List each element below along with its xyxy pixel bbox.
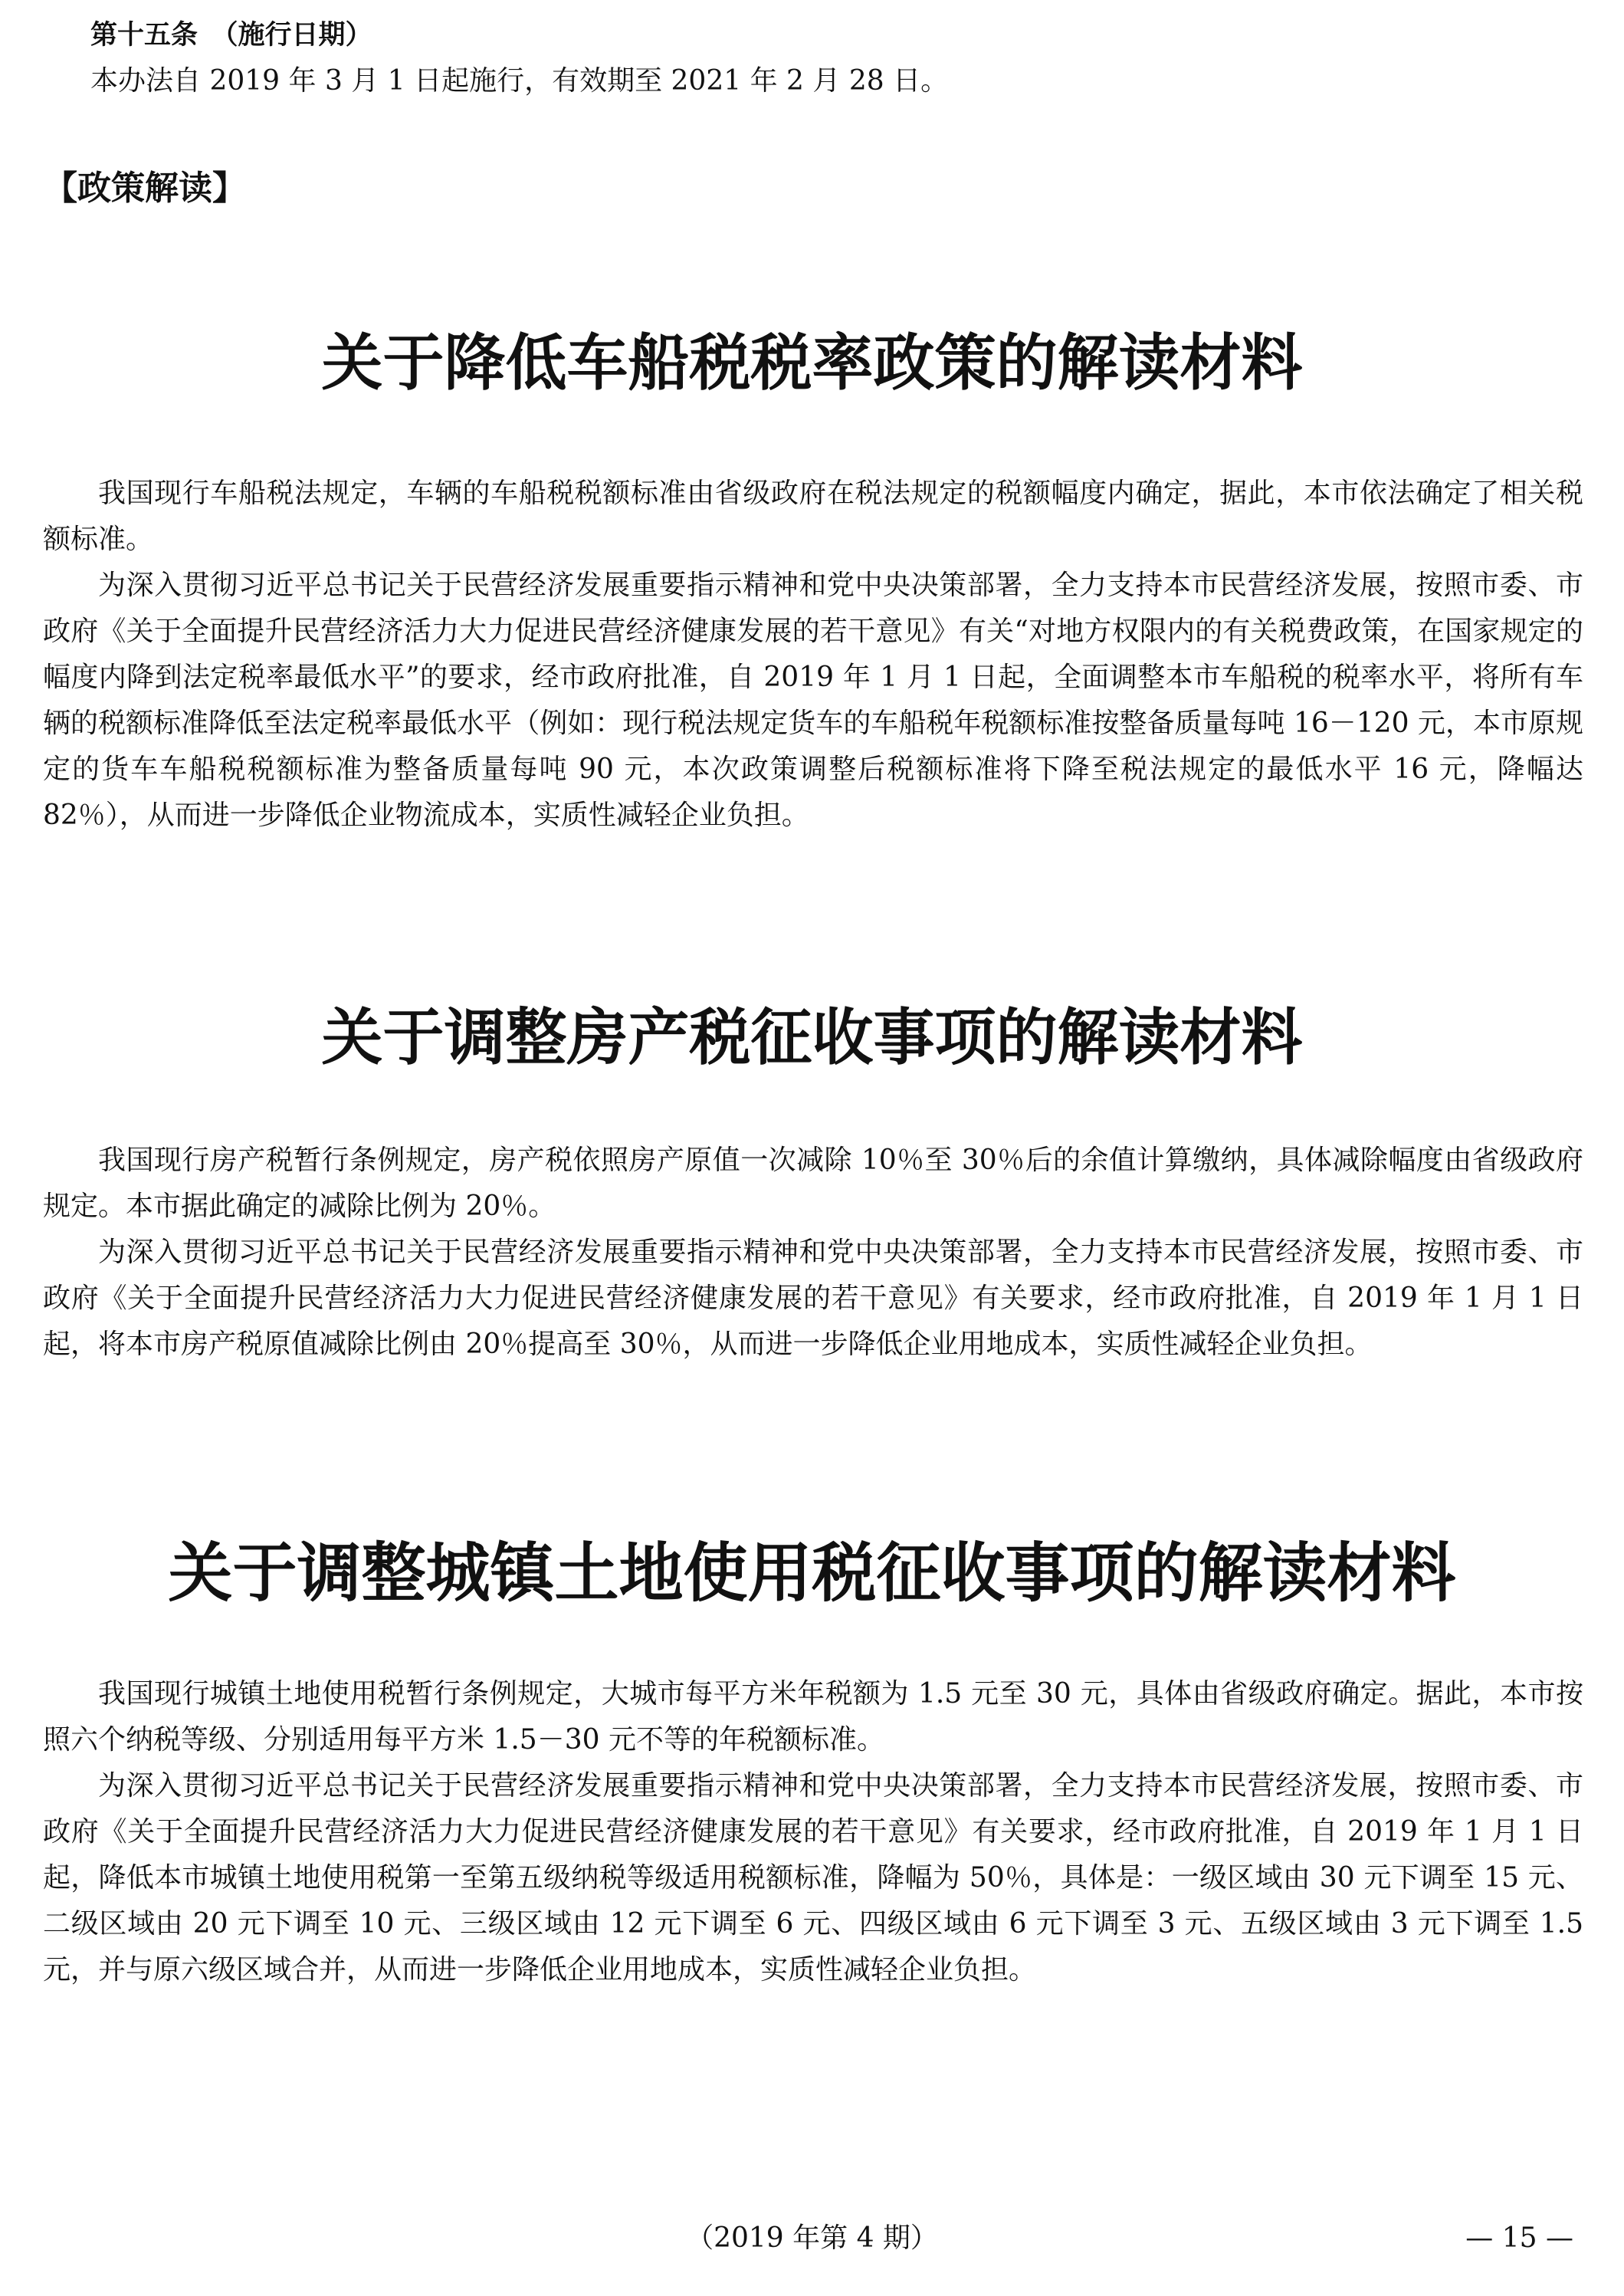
section-tag: 【政策解读】 <box>44 169 246 208</box>
section-body <box>43 1671 1583 1993</box>
paragraph: 我国现行房产税暂行条例规定，房产税依照房产原值一次减除 10％至 30％后的余值计算缴纳，具体减除幅度由省级政府规定。本市据此确定的减除比例为 20％。 <box>43 1145 1583 1222</box>
section-heading: 关于降低车船税税率政策的解读材料 <box>321 327 1303 399</box>
paragraph: 为深入贯彻习近平总书记关于民营经济发展重要指示精神和党中央决策部署，全力支持本市民营经济发展，按照市委、市政府《关于全面提升民营经济活力大力促进民营经济健康发展的若干意见》有关要求，经市政府批准，自 2019 年 1 月 1 日起，降低本市城镇土地使用税第一至第五级纳税等级适用税额标准，降幅为 50％，具体是：一级区域由 30 元下调至 15 元、二级区域由 20 元下调至 10 元、三级区域由 12 元下调至 6 元、四级区域由 6 元下调至 3 元、五级区域由 3 元下调至 1.5 元，并与原六级区域合并，从而进一步降低企业用地成本，实质性减轻企业负担。 <box>43 1770 1583 1986</box>
paragraph: 我国现行城镇土地使用税暂行条例规定，大城市每平方米年税额为 1.5 元至 30 元，具体由省级政府确定。据此，本市按照六个纳税等级、分别适用每平方米 1.5－30 元不等的年税额标准。 <box>43 1678 1583 1756</box>
article-title: 第十五条 （施行日期） <box>90 20 372 51</box>
section-heading: 关于调整城镇土地使用税征收事项的解读材料 <box>168 1536 1456 1611</box>
page-number: — 15 — <box>1465 2222 1573 2254</box>
paragraph: 为深入贯彻习近平总书记关于民营经济发展重要指示精神和党中央决策部署，全力支持本市民营经济发展，按照市委、市政府《关于全面提升民营经济活力大力促进民营经济健康发展的若干意见》有关“对地方权限内的有关税费政策，在国家规定的幅度内降到法定税率最低水平”的要求，经市政府批准，自 2019 年 1 月 1 日起，全面调整本市车船税的税率水平，将所有车辆的税额标准降低至法定税率最低水平（例如：现行税法规定货车的车船税年税额标准按整备质量每吨 16－120 元，本市原规定的货车车船税税额标准为整备质量每吨 90 元，本次政策调整后税额标准将下降至税法规定的最低水平 16 元，降幅达 82％），从而进一步降低企业物流成本，实质性减轻企业负担。 <box>43 570 1583 831</box>
section-heading: 关于调整房产税征收事项的解读材料 <box>321 1002 1303 1073</box>
section-body <box>43 1138 1583 1368</box>
article-15 <box>90 12 1547 104</box>
paragraph: 我国现行车船税法规定，车辆的车船税税额标准由省级政府在税法规定的税额幅度内确定，据此，本市依法确定了相关税额标准。 <box>43 478 1583 555</box>
issue-label: （2019 年第 4 期） <box>686 2222 938 2254</box>
paragraph: 为深入贯彻习近平总书记关于民营经济发展重要指示精神和党中央决策部署，全力支持本市民营经济发展，按照市委、市政府《关于全面提升民营经济活力大力促进民营经济健康发展的若干意见》有关要求，经市政府批准，自 2019 年 1 月 1 日起，将本市房产税原值减除比例由 20％提高至 30％，从而进一步降低企业用地成本，实质性减轻企业负担。 <box>43 1237 1583 1360</box>
section-body <box>43 471 1583 839</box>
article-text: 本办法自 2019 年 3 月 1 日起施行，有效期至 2021 年 2 月 28 日。 <box>90 65 949 97</box>
